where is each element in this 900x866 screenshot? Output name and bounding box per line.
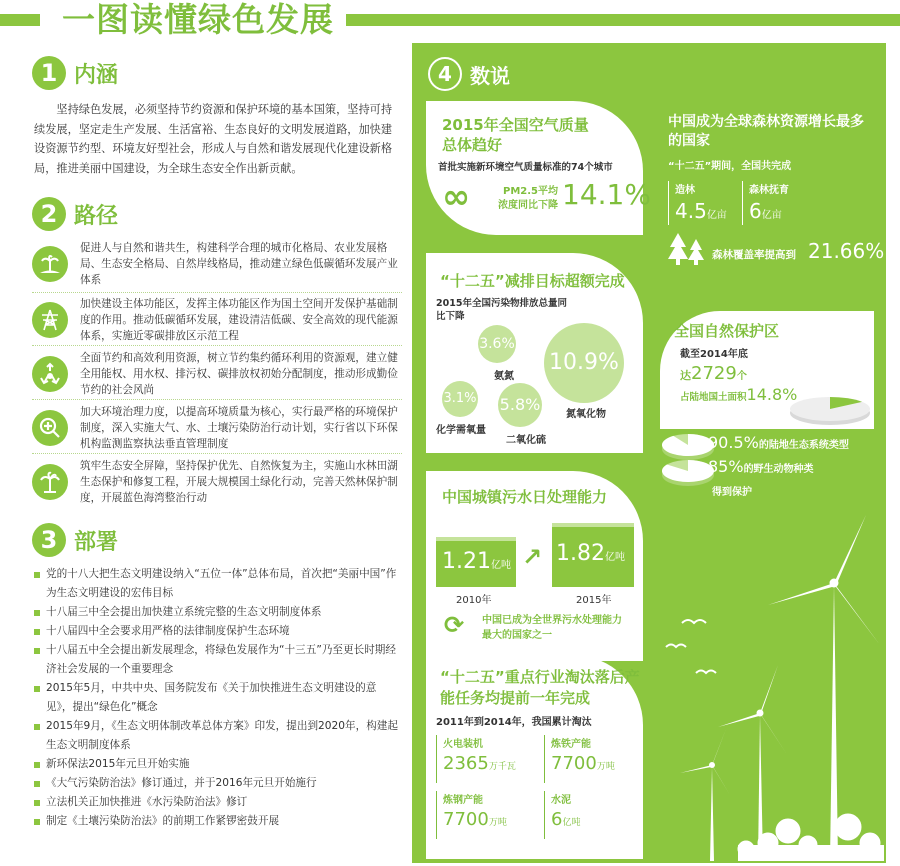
- air-quality-title: 2015年全国空气质量总体趋好: [442, 116, 589, 154]
- so2-label: 二氧化硫: [506, 435, 546, 446]
- emission-title: “十二五”减排目标超额完成: [440, 272, 625, 290]
- capacity-item-stat: [551, 753, 615, 774]
- divider: [32, 399, 402, 400]
- eco-value: 90.5%: [708, 433, 759, 452]
- capacity-item-unit: 万吨: [488, 818, 507, 828]
- capacity-item-unit: 万千瓦: [488, 762, 516, 772]
- deployment-list: [32, 565, 402, 831]
- reserve-area: [680, 385, 797, 404]
- sewage-2015-box: [552, 523, 634, 587]
- reserve-subtitle: 截至2014年底: [680, 349, 748, 360]
- path-item: [32, 240, 402, 294]
- sewage-title: 中国城镇污水日处理能力: [442, 488, 608, 506]
- divider: [32, 292, 402, 293]
- tending-box: [742, 181, 803, 225]
- sewage-note: 中国已成为全世界污水处理能力最大的国家之一: [482, 615, 622, 641]
- pm25-value: 14.1%: [562, 178, 651, 211]
- list-item: 2015年5月，中共中央、国务院发布《关于加快推进生态文明建设的意见》，提出“绿色化”概念: [32, 679, 402, 717]
- reserve-count: [680, 363, 747, 384]
- wind-turbine-illustration: [648, 505, 884, 861]
- afforest-box: [668, 181, 729, 225]
- section-2-number: 2: [32, 197, 66, 231]
- capacity-item-unit: 亿吨: [562, 818, 581, 828]
- path-item: [32, 404, 402, 458]
- area-pie-chart: [788, 391, 872, 427]
- coverage-value: 21.66%: [808, 239, 885, 263]
- capacity-subtitle: 2011年到2014年，我国累计淘汰: [436, 717, 592, 728]
- emission-card: [426, 253, 643, 453]
- capacity-item: [544, 735, 635, 783]
- sewage-2010-year: 2010年: [456, 595, 492, 606]
- sewage-2010-box: [436, 537, 516, 587]
- reserve-count-value: 2729: [691, 363, 737, 384]
- title-stripe-left: [0, 14, 40, 26]
- protected-label: 得到保护: [712, 487, 752, 498]
- capacity-item-value: 6: [551, 809, 563, 830]
- section-4-number: 4: [428, 57, 462, 91]
- capacity-item-label: 炼铁产能: [551, 739, 591, 750]
- wildlife-label: 的野生动物种类: [743, 464, 814, 475]
- emission-subtitle: 2015年全国污染物排放总量同比下降: [436, 298, 567, 322]
- capacity-item: [436, 735, 537, 783]
- tree-icon: [666, 231, 708, 267]
- capacity-item-stat: [551, 809, 580, 830]
- capacity-item-value: 7700: [551, 753, 597, 774]
- capacity-card: [426, 655, 643, 859]
- path-item-text: 促进人与自然和谐共生，构建科学合理的城市化格局、农业发展格局、生态安全格局、自然岸线格局，推动建立绿色低碳循环发展产业体系: [80, 242, 398, 286]
- afforest-value: 4.5: [675, 199, 707, 223]
- sewage-2010-unit: 亿吨: [490, 560, 511, 571]
- capacity-item: [436, 791, 537, 839]
- recycle-icon: [32, 356, 68, 392]
- capacity-item-stat: [443, 809, 507, 830]
- capacity-title: “十二五”重点行业淘汰落后产能任务均提前一年完成: [440, 668, 640, 707]
- capacity-item-label: 炼钢产能: [443, 795, 483, 806]
- sewage-card: [426, 471, 643, 661]
- sewage-2015-value: 1.82: [556, 541, 605, 566]
- reserve-area-value: 14.8%: [746, 385, 798, 404]
- forest-title: 中国成为全球森林资源增长最多的国家: [668, 114, 864, 149]
- eco-pie-slice: [662, 434, 714, 456]
- ammonia-bubble: 3.6%: [478, 325, 516, 363]
- power-tower-icon: [32, 302, 68, 338]
- list-item: 立法机关正加快推进《水污染防治法》修订: [32, 793, 402, 812]
- list-item: 新环保法2015年元旦开始实施: [32, 755, 402, 774]
- section-2-title: 路径: [74, 203, 119, 229]
- section-4-title: 数说: [470, 63, 510, 88]
- section-3-heading: [32, 523, 118, 557]
- coverage-label: 森林覆盖率提高到: [712, 249, 796, 261]
- reserve-area-label: 占陆地国土面积: [680, 392, 747, 403]
- path-item-text: 加大环境治理力度，以提高环境质量为核心，实行最严格的环境保护制度，深入实施大气、水、土壤污染防治行动计划，实行省以下环保机构监测监察执法垂直管理制度: [80, 406, 398, 450]
- eco-label: 的陆地生态系统类型: [758, 440, 849, 451]
- recycle-water-icon: ⟳: [444, 611, 465, 639]
- capacity-item-stat: [443, 753, 516, 774]
- list-item: 制定《土壤污染防治法》的前期工作紧锣密鼓开展: [32, 812, 402, 831]
- list-item: 《大气污染防治法》修订通过，并于2016年元旦开始施行: [32, 774, 402, 793]
- reserve-count-unit: 个: [736, 371, 747, 382]
- section-2-heading: [32, 197, 118, 231]
- air-quality-card: [426, 101, 651, 235]
- capacity-item-label: 火电装机: [443, 739, 483, 750]
- capacity-item-unit: 万吨: [596, 762, 615, 772]
- arrow-up-right-icon: ↗: [522, 543, 543, 571]
- infinity-icon: ∞: [442, 177, 471, 217]
- island-palm-icon: [32, 246, 68, 282]
- palm-tree-icon: [32, 464, 68, 500]
- sewage-2015-year: 2015年: [576, 595, 612, 606]
- section-3-number: 3: [32, 523, 66, 557]
- section-4-heading: [428, 57, 510, 91]
- so2-bubble: 5.8%: [498, 383, 542, 427]
- section-1-heading: [32, 56, 118, 90]
- path-item: [32, 296, 402, 350]
- title-bar: [0, 0, 900, 40]
- tending-label: 森林抚育: [749, 185, 789, 196]
- list-item: 十八届四中全会要求用严格的法律制度保护生态环境: [32, 622, 402, 641]
- forest-subtitle: “十二五”期间，全国共完成: [668, 161, 792, 172]
- magnifier-plus-icon: [32, 410, 68, 446]
- path-item: [32, 458, 402, 512]
- title-stripe-right: [345, 14, 900, 26]
- list-item: 党的十八大把生态文明建设纳入“五位一体”总体布局，首次把“美丽中国”作为生态文明建设的宏伟目标: [32, 565, 402, 603]
- path-item-text: 全面节约和高效利用资源，树立节约集约循环利用的资源观，建立健全用能权、用水权、排污权、碳排放权初始分配制度，推动形成勤俭节约的社会风尚: [80, 352, 398, 396]
- path-item: [32, 350, 402, 404]
- capacity-item: [544, 791, 635, 839]
- divider: [32, 453, 402, 454]
- list-item: 十八届三中全会提出加快建立系统完整的生态文明制度体系: [32, 603, 402, 622]
- page-title: 一图读懂绿色发展: [50, 0, 346, 40]
- nox-bubble: 10.9%: [544, 323, 624, 403]
- wildlife-stat: [708, 457, 814, 476]
- afforest-stat: [675, 199, 727, 223]
- afforest-label: 造林: [675, 185, 695, 196]
- capacity-item-value: 2365: [443, 753, 489, 774]
- path-item-text: 加快建设主体功能区，发挥主体功能区作为国土空间开发保护基础制度的作用。推动低碳循环发展，建设清洁低碳、安全高效的现代能源体系，实施近零碳排放区示范工程: [80, 298, 398, 342]
- data-panel: [412, 43, 886, 863]
- wildlife-value: 85%: [708, 457, 744, 476]
- air-quality-subtitle: 首批实施新环境空气质量标准的74个城市: [438, 162, 613, 173]
- section-1-title: 内涵: [74, 62, 119, 88]
- reserve-count-prefix: 达: [680, 369, 691, 382]
- eco-stat: [708, 433, 849, 452]
- capacity-item-label: 水泥: [551, 795, 571, 806]
- list-item: 十八届五中全会提出新发展理念，将绿色发展作为“十三五”乃至更长时期经济社会发展的一个重要理念: [32, 641, 402, 679]
- afforest-unit: 亿亩: [706, 210, 727, 221]
- cod-label: 化学需氧量: [436, 425, 486, 436]
- nox-label: 氮氧化物: [566, 409, 606, 420]
- sewage-2015-stat: [556, 541, 625, 566]
- tending-stat: [749, 199, 782, 223]
- section-3-title: 部署: [74, 529, 119, 555]
- pm25-label: PM2.5平均浓度同比下降: [498, 186, 558, 211]
- section-1-number: 1: [32, 56, 66, 90]
- sewage-2010-value: 1.21: [442, 549, 491, 574]
- sewage-2010-stat: [442, 549, 511, 574]
- divider: [32, 345, 402, 346]
- capacity-item-value: 7700: [443, 809, 489, 830]
- cod-bubble: 3.1%: [442, 381, 478, 417]
- sewage-2015-unit: 亿吨: [604, 552, 625, 563]
- list-item: 2015年9月，《生态文明体制改革总体方案》印发，提出到2020年，构建起生态文明制度体系: [32, 717, 402, 755]
- section-1-text: 坚持绿色发展，必须坚持节约资源和保护环境的基本国策，坚持可持续发展，坚定走生产发展、生活富裕、生态良好的文明发展道路，加快建设资源节约型、环境友好型社会，形成人与自然和谐发展现代化建设新格局，推进美丽中国建设，为全球生态安全作出新贡献。: [34, 103, 393, 175]
- path-item-text: 筑牢生态安全屏障，坚持保护优先、自然恢复为主，实施山水林田湖生态保护和修复工程，开展大规模国土绿化行动，完善天然林保护制度，开展蓝色海湾整治行动: [80, 460, 398, 504]
- tending-unit: 亿亩: [761, 210, 782, 221]
- ammonia-label: 氨氮: [494, 371, 514, 382]
- reserve-title: 全国自然保护区: [674, 322, 780, 340]
- tending-value: 6: [749, 199, 762, 223]
